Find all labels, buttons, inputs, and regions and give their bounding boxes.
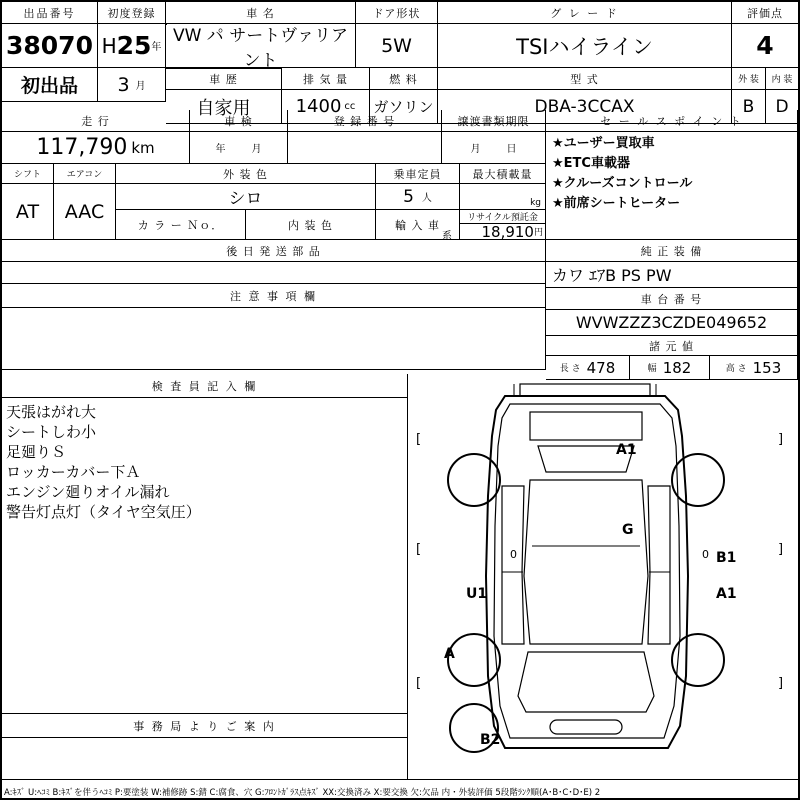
grade-value: TSIハイライン [438,24,732,68]
inspection-value [190,132,288,164]
spacer [166,24,167,25]
aircon-label: エアコン [54,164,116,184]
diagram-bracket: [ [416,542,422,557]
damage-mark: U1 [466,586,488,602]
car-name-label: 車 名 [166,2,356,24]
import-label: 輸 入 車 [376,210,460,240]
diagram-bracket: [ [416,432,422,447]
sales-point-list [546,132,798,240]
rating-label: 評価点 [732,2,798,24]
aircon-value: AAC [54,184,116,240]
interior-color-label: 内 装 色 [246,210,376,240]
displacement-label: 排 気 量 [303,72,348,86]
height-label: 高 さ [725,364,747,374]
width-label: 幅 [647,364,657,374]
width-value: 182 [662,358,692,377]
caution-label: 注 意 事 項 欄 [2,284,546,308]
history-label: 車 歴 [209,72,238,86]
inspector-label: 検 査 員 記 入 欄 [2,374,408,398]
dimension-label: 諸 元 値 [546,336,798,356]
damage-mark: G [622,522,634,538]
shift-label: シフト [2,164,54,184]
grade-label: グ レ ー ド [438,2,732,24]
height-value: 153 [752,358,782,377]
first-listing-badge: 初出品 [2,68,98,102]
recycle-value: 18,910 円 [460,224,546,240]
damage-mark: A1 [616,442,637,458]
later-parts-label: 後 日 発 送 部 品 [2,240,546,262]
history-label-cell [166,68,282,90]
sales-point-item: ★前席シートヒーター [552,196,681,211]
recycle-unit: 円 [533,228,543,238]
first-registration-label: 初度登録 [98,2,166,24]
color-no-label: カ ラ ー Ｎｏ． [116,210,246,240]
door-shape-value: 5W [356,24,438,68]
fuel-value: ガソリン [370,90,438,124]
reg-year-value: 25 [116,31,152,60]
mileage-unit: km [131,138,155,157]
inspector-note-line: ロッカーカバー下Ａ [6,463,141,481]
fuel-label-cell [370,68,438,90]
car-name-value: VW パ サートヴァリアント [166,24,356,68]
import-value: 系 [442,230,452,240]
genuine-equipment-label: 純 正 装 備 [546,240,798,262]
inspector-note-line: エンジン廻りオイル漏れ [6,483,170,501]
max-load-value [460,184,546,210]
transfer-deadline-value [442,132,546,164]
chassis-label: 車 台 番 号 [546,288,798,310]
chassis-value: WVWZZZ3CZDE049652 [546,310,798,336]
exterior-grade-value: B [732,90,766,124]
exterior-color-label: 外 装 色 [116,164,376,184]
inspector-note-line: シートしわ小 [6,423,97,441]
shift-value: AT [2,184,54,240]
displacement-value: 1400 cc [282,90,370,124]
inspection-year-unit: 年 [215,144,226,155]
transfer-month-unit: 月 [470,144,481,155]
lot-number-text: 38070 [6,31,93,60]
car-damage-diagram [410,376,800,780]
exterior-grade-label: 外 装 [732,68,766,90]
plate-value [288,132,442,164]
model-label-cell [438,68,732,90]
diagram-bracket: ] [778,542,784,557]
sales-point-label: セ ー ル ス ポ イ ン ト [546,110,798,132]
reg-month-value: 3 [117,73,130,96]
first-registration-year [98,24,166,68]
damage-mark: B1 [716,550,737,566]
model-label: 型 式 [570,72,599,86]
plate-label: 登 録 番 号 [288,110,442,132]
max-load-label: 最大積載量 [460,164,546,184]
interior-grade-label: 内 装 [766,68,798,90]
transfer-deadline-label: 譲渡書類期限 [442,110,546,132]
lot-number-value [2,24,98,68]
inspector-notes [2,398,408,714]
recycle-label: リサイクル預託金 [460,210,546,224]
fuel-label: 燃 料 [389,72,418,86]
transfer-day-unit: 日 [506,144,517,155]
later-parts-value [2,262,546,284]
mileage-label: 走 行 [2,110,190,132]
damage-mark: A1 [716,586,737,602]
model-value: DBA-3CCAX [438,90,732,124]
diagram-zero: 0 [702,548,709,561]
office-body [2,738,408,780]
legend-footer: A:ｷｽﾞ U:ﾍｺﾐ B:ｷｽﾞを伴うﾍｺﾐ P:要塗装 W:補修跡 S:錆 C:腐食、穴 G:ﾌﾛﾝﾄｶﾞﾗｽ点ｷｽﾞ XX:交換済み X:要交換 欠:欠品 内・外装評価 5段階ﾗﾝｸ順(A･B･C･D･E) 2 [4,788,601,798]
door-shape-label: ドア形状 [356,2,438,24]
caution-body [2,308,546,370]
sales-point-item: ★クルーズコントロール [552,176,693,191]
seats-label: 乗車定員 [376,164,460,184]
sales-point-item: ★ユーザー買取車 [552,136,655,151]
damage-mark: A [444,646,455,662]
inspection-label: 車 検 [190,110,288,132]
length-value: 478 [586,358,616,377]
inspector-note-line: 警告灯点灯（タイヤ空気圧） [6,503,201,521]
displacement-unit: cc [344,101,356,112]
first-registration-month [98,68,166,102]
rating-value: 4 [732,24,798,68]
exterior-color-value: シロ [116,184,376,210]
displacement-label-cell [282,68,370,90]
office-label: 事 務 局 よ り ご 案 内 [2,714,408,738]
max-load-unit: kg [530,198,541,208]
seats-value: 5 人 [376,184,460,210]
inspector-note-line: 足廻りＳ [6,443,67,461]
diagram-bracket: ] [778,676,784,691]
history-value: 自家用 [166,90,282,124]
damage-mark: B2 [480,732,501,748]
length-label: 長 さ [559,364,581,374]
sales-point-item: ★ETC車載器 [552,156,630,171]
lot-number-label: 出品番号 [2,2,98,24]
genuine-equipment-value: カワ ｴｱB PS PW [546,262,798,288]
inspection-month-unit: 月 [251,144,262,155]
seats-unit: 人 [421,193,432,204]
reg-year-prefix: H [101,33,117,58]
diagram-zero: 0 [510,548,517,561]
mileage-value: 117,790 km [2,132,190,164]
reg-month-unit: 月 [135,81,146,92]
reg-year-unit: 年 [151,42,162,53]
interior-grade-value: D [766,90,798,124]
inspector-note-line: 天張はがれ大 [6,403,97,421]
diagram-bracket: [ [416,676,422,691]
diagram-bracket: ] [778,432,784,447]
